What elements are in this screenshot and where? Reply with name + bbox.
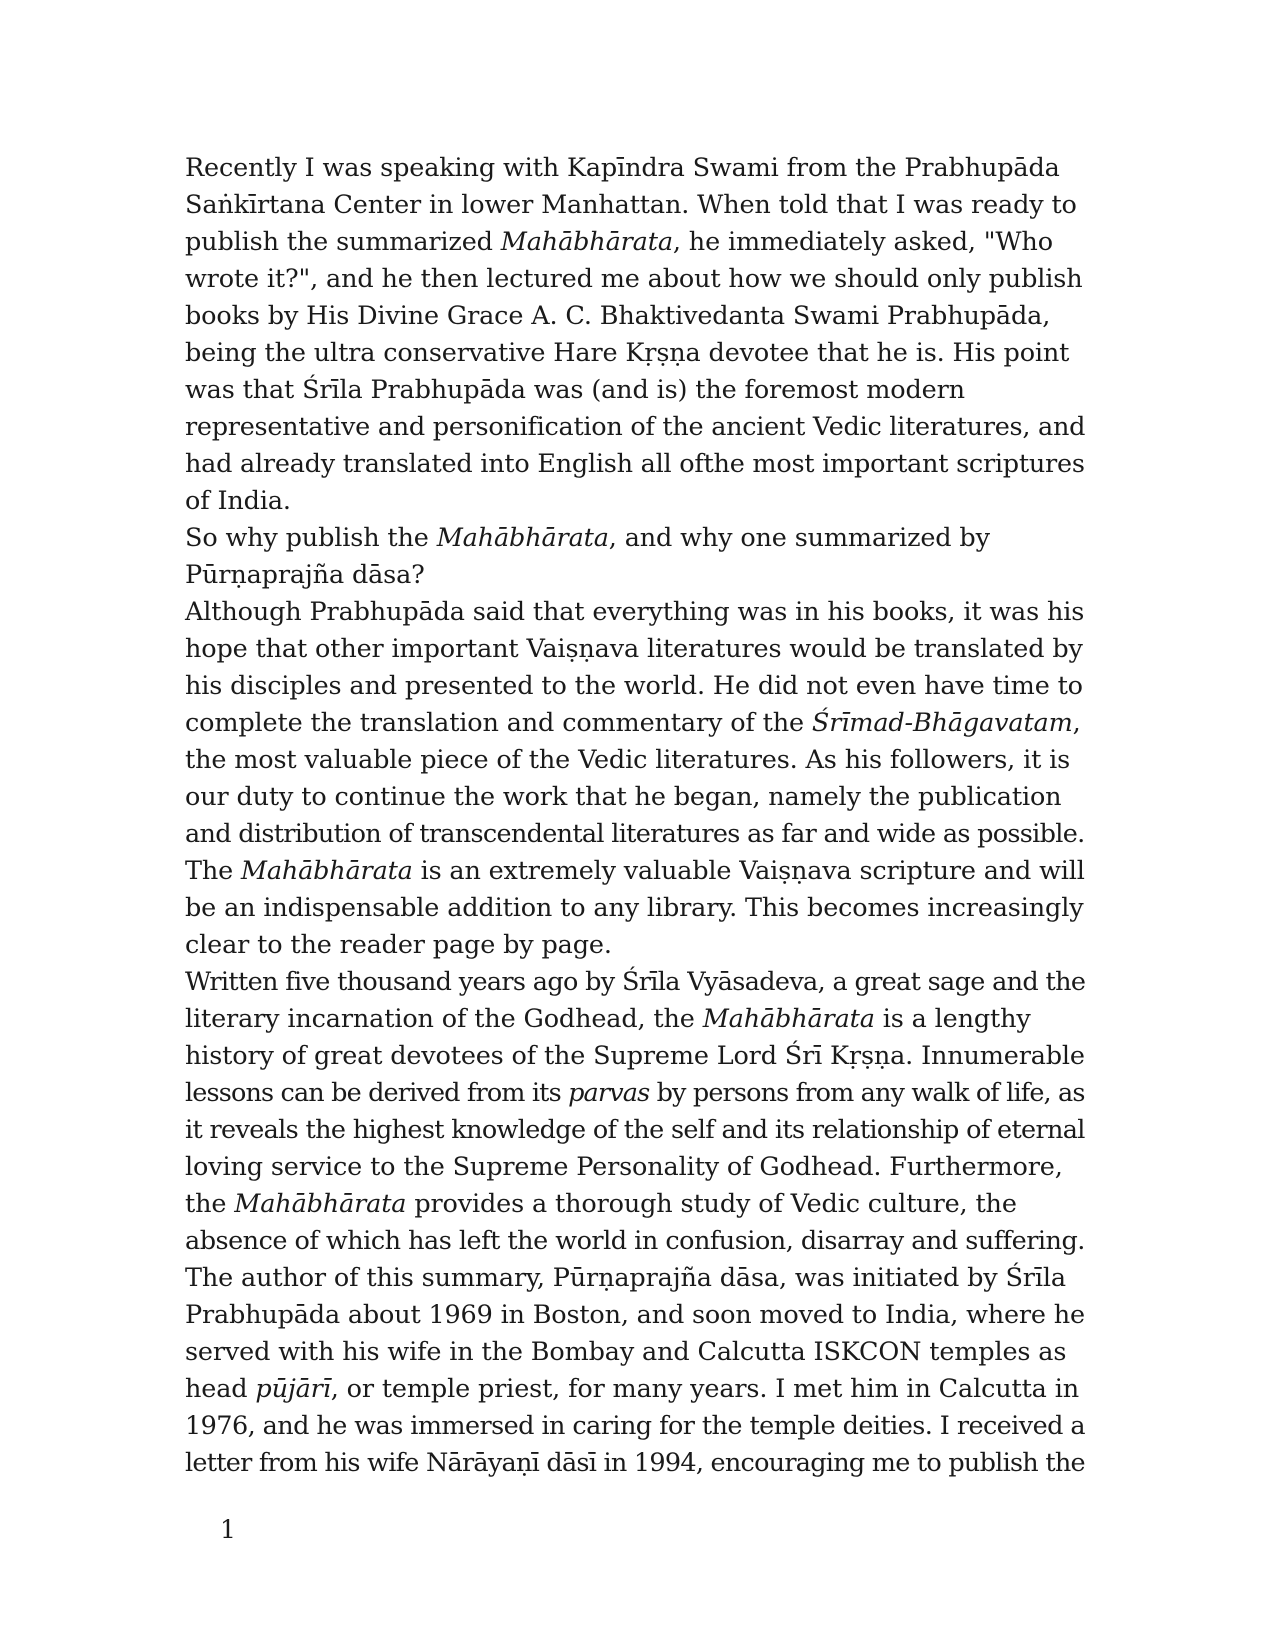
text-line [185,1112,1085,1149]
text-line [185,483,1085,520]
text-run: books by His Divine Grace A. C. Bhaktivedanta Swami Prabhupāda, [185,301,1051,331]
text-line [185,1186,1085,1223]
text-run: hope that other important Vaiṣṇava literatures would be translated by [185,634,1083,664]
text-line [185,1075,1085,1112]
text-line [185,890,1085,927]
text-run: wrote it?", and he then lectured me about how we should only publish [185,264,1083,294]
text-run: served with his wife in the Bombay and Calcutta ISKCON temples as [185,1337,1067,1367]
text-line [185,1445,1085,1482]
text-run: and distribution of transcendental literatures as far and wide as possible. [185,819,1085,849]
text-run: the most valuable piece of the Vedic literatures. As his followers, it is [185,745,1071,775]
text-line [185,1038,1085,1075]
text-run: clear to the reader page by page. [185,930,612,960]
text-run: is an extremely valuable Vaiṣṇava scripture and will [412,856,1085,886]
text-line [185,594,1085,631]
text-run: Written five thousand years ago by Śrīla Vyāsadeva, a great sage and the [185,967,1086,997]
text-run: of India. [185,486,291,516]
text-line [185,1297,1085,1334]
text-run: the [185,1189,235,1219]
text-line [185,261,1085,298]
text-line [185,1223,1085,1260]
text-run: history of great devotees of the Supreme Lord Śrī Kṛṣṇa. Innumerable [185,1041,1085,1071]
text-run: The author of this summary, Pūrṇaprajña dāsa, was initiated by Śrīla [185,1263,1066,1293]
italic-text-run: pūjārī [255,1374,331,1404]
text-line [185,1260,1085,1297]
text-run: , [1072,708,1081,738]
text-line [185,1149,1085,1186]
text-line [185,298,1085,335]
text-run: Recently I was speaking with Kapīndra Swami from the Prabhupāda [185,153,1060,183]
text-line [185,668,1085,705]
italic-text-run: Mahābhārata [240,856,413,886]
text-run: representative and personification of the ancient Vedic literatures, and [185,412,1086,442]
text-line [185,705,1085,742]
text-run: 1976, and he was immersed in caring for the temple deities. I received a [185,1411,1086,1441]
text-run: it reveals the highest knowledge of the self and its relationship of eternal [185,1115,1085,1145]
text-line [185,224,1085,261]
text-run: provides a thorough study of Vedic culture, the [406,1189,1017,1219]
text-line [185,964,1085,1001]
text-line [185,446,1085,483]
text-run: letter from his wife Nārāyaṇī dāsī in 1994, encouraging me to publish the [185,1448,1085,1478]
text-line [185,927,1085,964]
text-run: publish the summarized [185,227,501,257]
text-run: his disciples and presented to the world. He did not even have time to [185,671,1083,701]
text-line [185,816,1085,853]
italic-text-run: Mahābhārata [500,227,673,257]
text-run: , he immediately asked, "Who [672,227,1053,257]
text-line [185,742,1085,779]
text-line [185,631,1085,668]
text-line [185,150,1085,187]
text-run: Prabhupāda about 1969 in Boston, and soon moved to India, where he [185,1300,1085,1330]
text-line [185,1334,1085,1371]
text-line [185,1001,1085,1038]
text-run: complete the translation and commentary of the [185,708,812,738]
text-run: The [185,856,241,886]
text-line [185,557,1085,594]
text-run: , or temple priest, for many years. I met him in Calcutta in [330,1374,1079,1404]
text-run: be an indispensable addition to any library. This becomes increasingly [185,893,1084,923]
text-run: being the ultra conservative Hare Kṛṣṇa devotee that he is. His point [185,338,1070,368]
italic-text-run: Mahābhārata [234,1189,407,1219]
text-run: was that Śrīla Prabhupāda was (and is) the foremost modern [185,375,965,405]
italic-text-run: Mahābhārata [702,1004,875,1034]
italic-text-run: Mahābhārata [436,523,609,553]
text-run: loving service to the Supreme Personality of Godhead. Furthermore, [185,1152,1063,1182]
text-line [185,1408,1085,1445]
text-run: Saṅkīrtana Center in lower Manhattan. When told that I was ready to [185,190,1077,220]
text-run: head [185,1374,256,1404]
text-run: lessons can be derived from its [185,1078,569,1108]
text-line [185,520,1085,557]
text-run: is a lengthy [874,1004,1031,1034]
text-run: absence of which has left the world in confusion, disarray and suffering. [185,1226,1085,1256]
body-text [185,150,1085,1482]
page-number: 1 [220,1515,236,1544]
italic-text-run: parvas [568,1078,650,1108]
text-run: Although Prabhupāda said that everything was in his books, it was his [185,597,1085,627]
text-run: Pūrṇaprajña dāsa? [185,560,425,590]
text-run: So why publish the [185,523,437,553]
text-line [185,779,1085,816]
text-line [185,335,1085,372]
text-line [185,372,1085,409]
text-line [185,1371,1085,1408]
text-line [185,409,1085,446]
text-run: by persons from any walk of life, as [649,1078,1085,1108]
text-run: our duty to continue the work that he began, namely the publication [185,782,1062,812]
text-run: had already translated into English all ofthe most important scriptures [185,449,1085,479]
text-run: , and why one summarized by [608,523,990,553]
text-line [185,853,1085,890]
text-line [185,187,1085,224]
italic-text-run: Śrīmad-Bhāgavatam [811,708,1073,738]
text-run: literary incarnation of the Godhead, the [185,1004,703,1034]
